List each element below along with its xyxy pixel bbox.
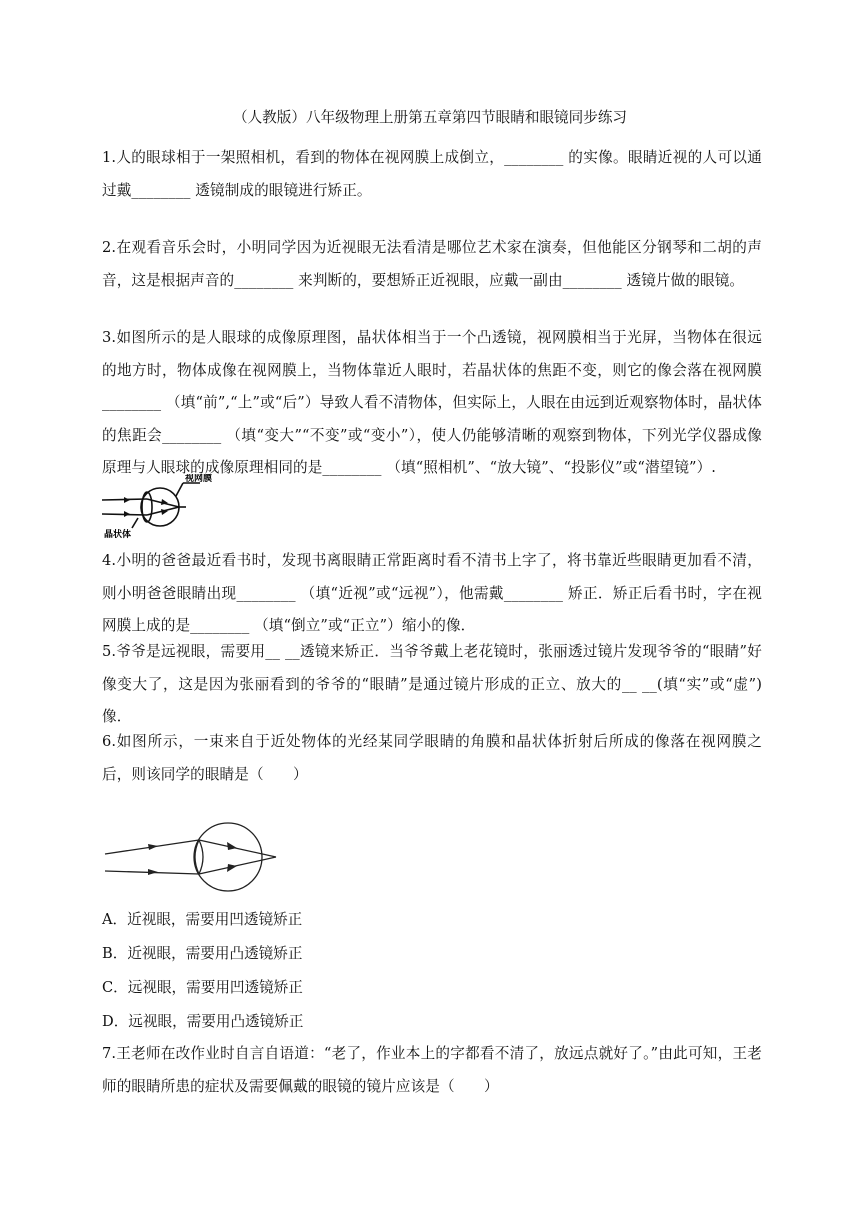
page-title: （人教版）八年级物理上册第五章第四节眼睛和眼镜同步练习 — [232, 109, 628, 126]
option-d: D．远视眼，需要用凸透镜矫正 — [102, 1013, 304, 1030]
eye-diagram-2 — [102, 822, 284, 892]
option-a: A．近视眼，需要用凹透镜矫正 — [102, 911, 303, 928]
question-6: 6.如图所示，一束来自于近处物体的光经某同学眼睛的角膜和晶状体折射后所成的像落在视网膜之后，则该同学的眼睛是（ ） — [102, 733, 762, 783]
retina-label: 视网膜 — [185, 474, 213, 484]
question-4: 4.小明的爸爸最近看书时，发现书离眼睛正常距离时看不清书上字了，将书靠近些眼睛更加看不清，则小明爸爸眼睛出现________ （填“近视”或“远视”），他需戴________ 矫正．矫正后看书时，字在视网膜上成的是________ （填“倒立”或“正立”）缩小的像． — [102, 552, 762, 634]
eye-diagram-1 — [100, 474, 230, 540]
question-3: 3.如图所示的是人眼球的成像原理图，晶状体相当于一个凸透镜，视网膜相当于光屏，当物体在很远的地方时，物体成像在视网膜上，当物体靠近人眼时，若晶状体的焦距不变，则它的像会落在视网膜________ （填“前”,“上”或“后”）导致人看不清物体，但实际上，人眼在由远到近观察物体时，晶状体的焦距会________ （填“变大”“不变”或“变小”），使人仍能够清晰的观察到物体，下列光学仪器成像原理与人眼球的成像原理相同的是________ （填“照相机”、“放大镜”、“投影仪”或“潜望镜”）. — [102, 329, 762, 476]
question-1: 1.人的眼球相于一架照相机，看到的物体在视网膜上成倒立，________ 的实像。眼睛近视的人可以通过戴________ 透镜制成的眼镜进行矫正。 — [102, 149, 762, 199]
question-5: 5.爷爷是远视眼，需要用__ __透镜来矫正．当爷爷戴上老花镜时，张丽透过镜片发现爷爷的“眼睛”好像变大了，这是因为张丽看到的爷爷的“眼睛”是通过镜片形成的正立、放大的__ __(填“实”或“虚”)像． — [102, 643, 762, 725]
option-c: C．远视眼，需要用凹透镜矫正 — [102, 979, 303, 996]
question-2: 2.在观看音乐会时，小明同学因为近视眼无法看清是哪位艺术家在演奏，但他能区分钢琴和二胡的声音，这是根据声音的________ 来判断的，要想矫正近视眼，应戴一副由________ 透镜片做的眼镜。 — [102, 239, 762, 289]
lens-label: 晶状体 — [104, 530, 132, 540]
question-7: 7.王老师在改作业时自言自语道：“老了，作业本上的字都看不清了，放远点就好了。”由此可知，王老师的眼睛所患的症状及需要佩戴的眼镜的镜片应该是（ ） — [102, 1045, 762, 1095]
option-b: B．近视眼，需要用凸透镜矫正 — [102, 945, 303, 962]
